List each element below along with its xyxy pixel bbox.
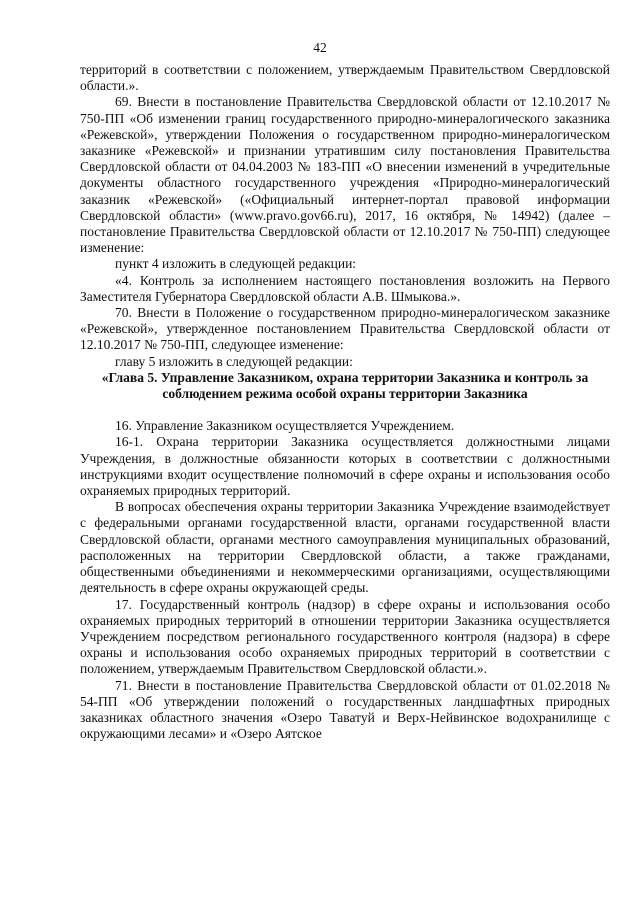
paragraph-16-1: 16-1. Охрана территории Заказника осуществляется должностными лицами Учреждения, в должностные обязанности которых в соответствии с должностными инструкциями входит осуществление полномочий в сфере охраны и использования особо охраняемых природных территорий. bbox=[80, 434, 610, 499]
paragraph-69: 69. Внести в постановление Правительства Свердловской области от 12.10.2017 № 750-ПП «Об изменении границ государственного природно-минералогического заказника «Режевской», утверждении Положения о государственном природно-минералогическом заказнике «Режевской» и признании утратившим силу постановления Правительства Свердловской области от 04.04.2003 № 183-ПП «О внесении изменений в учредительные документы областного государственного учреждения «Природно-минералогический заказник «Режевской» («Официальный интернет-портал правовой информации Свердловской области» (www.pravo.gov66.ru), 2017, 16 октября, № 14942) (далее – постановление Правительства Свердловской области от 12.10.2017 № 750-ПП) следующее изменение: bbox=[80, 94, 610, 256]
paragraph-70: 70. Внести в Положение о государственном природно-минералогическом заказнике «Режевской», утвержденное постановлением Правительства Свердловской области от 12.10.2017 № 750-ПП, следующее изменение: bbox=[80, 305, 610, 353]
paragraph-cooperation: В вопросах обеспечения охраны территории Заказника Учреждение взаимодействует с федеральными органами государственной власти, органами государственной власти Свердловской области, органами местного самоуправления муниципальных образований, расположенных на территории Свердловской области, а также гражданами, общественными объединениями и некоммерческими организациями, осуществляющими деятельность в сфере охраны окружающей среды. bbox=[80, 499, 610, 596]
section-spacer bbox=[80, 402, 610, 418]
paragraph-chapter-5-instruction: главу 5 изложить в следующей редакции: bbox=[115, 353, 353, 369]
page-number: 42 bbox=[313, 40, 327, 55]
paragraph-point-4-instruction: пункт 4 изложить в следующей редакции: bbox=[115, 256, 357, 272]
chapter-5-heading: «Глава 5. Управление Заказником, охрана территории Заказника и контроль за соблюдением режима особой охраны территории Заказника bbox=[101, 369, 589, 402]
paragraph-16: 16. Управление Заказником осуществляется Учреждением. bbox=[115, 418, 455, 434]
paragraph-continuation: территорий в соответствии с положением, утверждаемым Правительством Свердловской области.». bbox=[80, 62, 610, 94]
paragraph-17: 17. Государственный контроль (надзор) в сфере охраны и использования особо охраняемых природных территорий в отношении территории Заказника осуществляется Учреждением посредством регионального государственного контроля (надзора) в сфере охраны и использования особо охраняемых природных территорий в соответствии с положением, утверждаемым Правительством Свердловской области.». bbox=[80, 596, 610, 677]
paragraph-71: 71. Внести в постановление Правительства Свердловской области от 01.02.2018 № 54-ПП «Об утверждении положений о государственных ландшафтных природных заказниках областного значения «Озеро Таватуй и Верх-Нейвинское водохранилище с окружающими лесами» и «Озеро Аятское bbox=[80, 677, 610, 742]
paragraph-point-4-text: «4. Контроль за исполнением настоящего постановления возложить на Первого Заместителя Губернатора Свердловской области А.В. Шмыкова.». bbox=[80, 272, 610, 304]
document-body bbox=[80, 62, 610, 742]
